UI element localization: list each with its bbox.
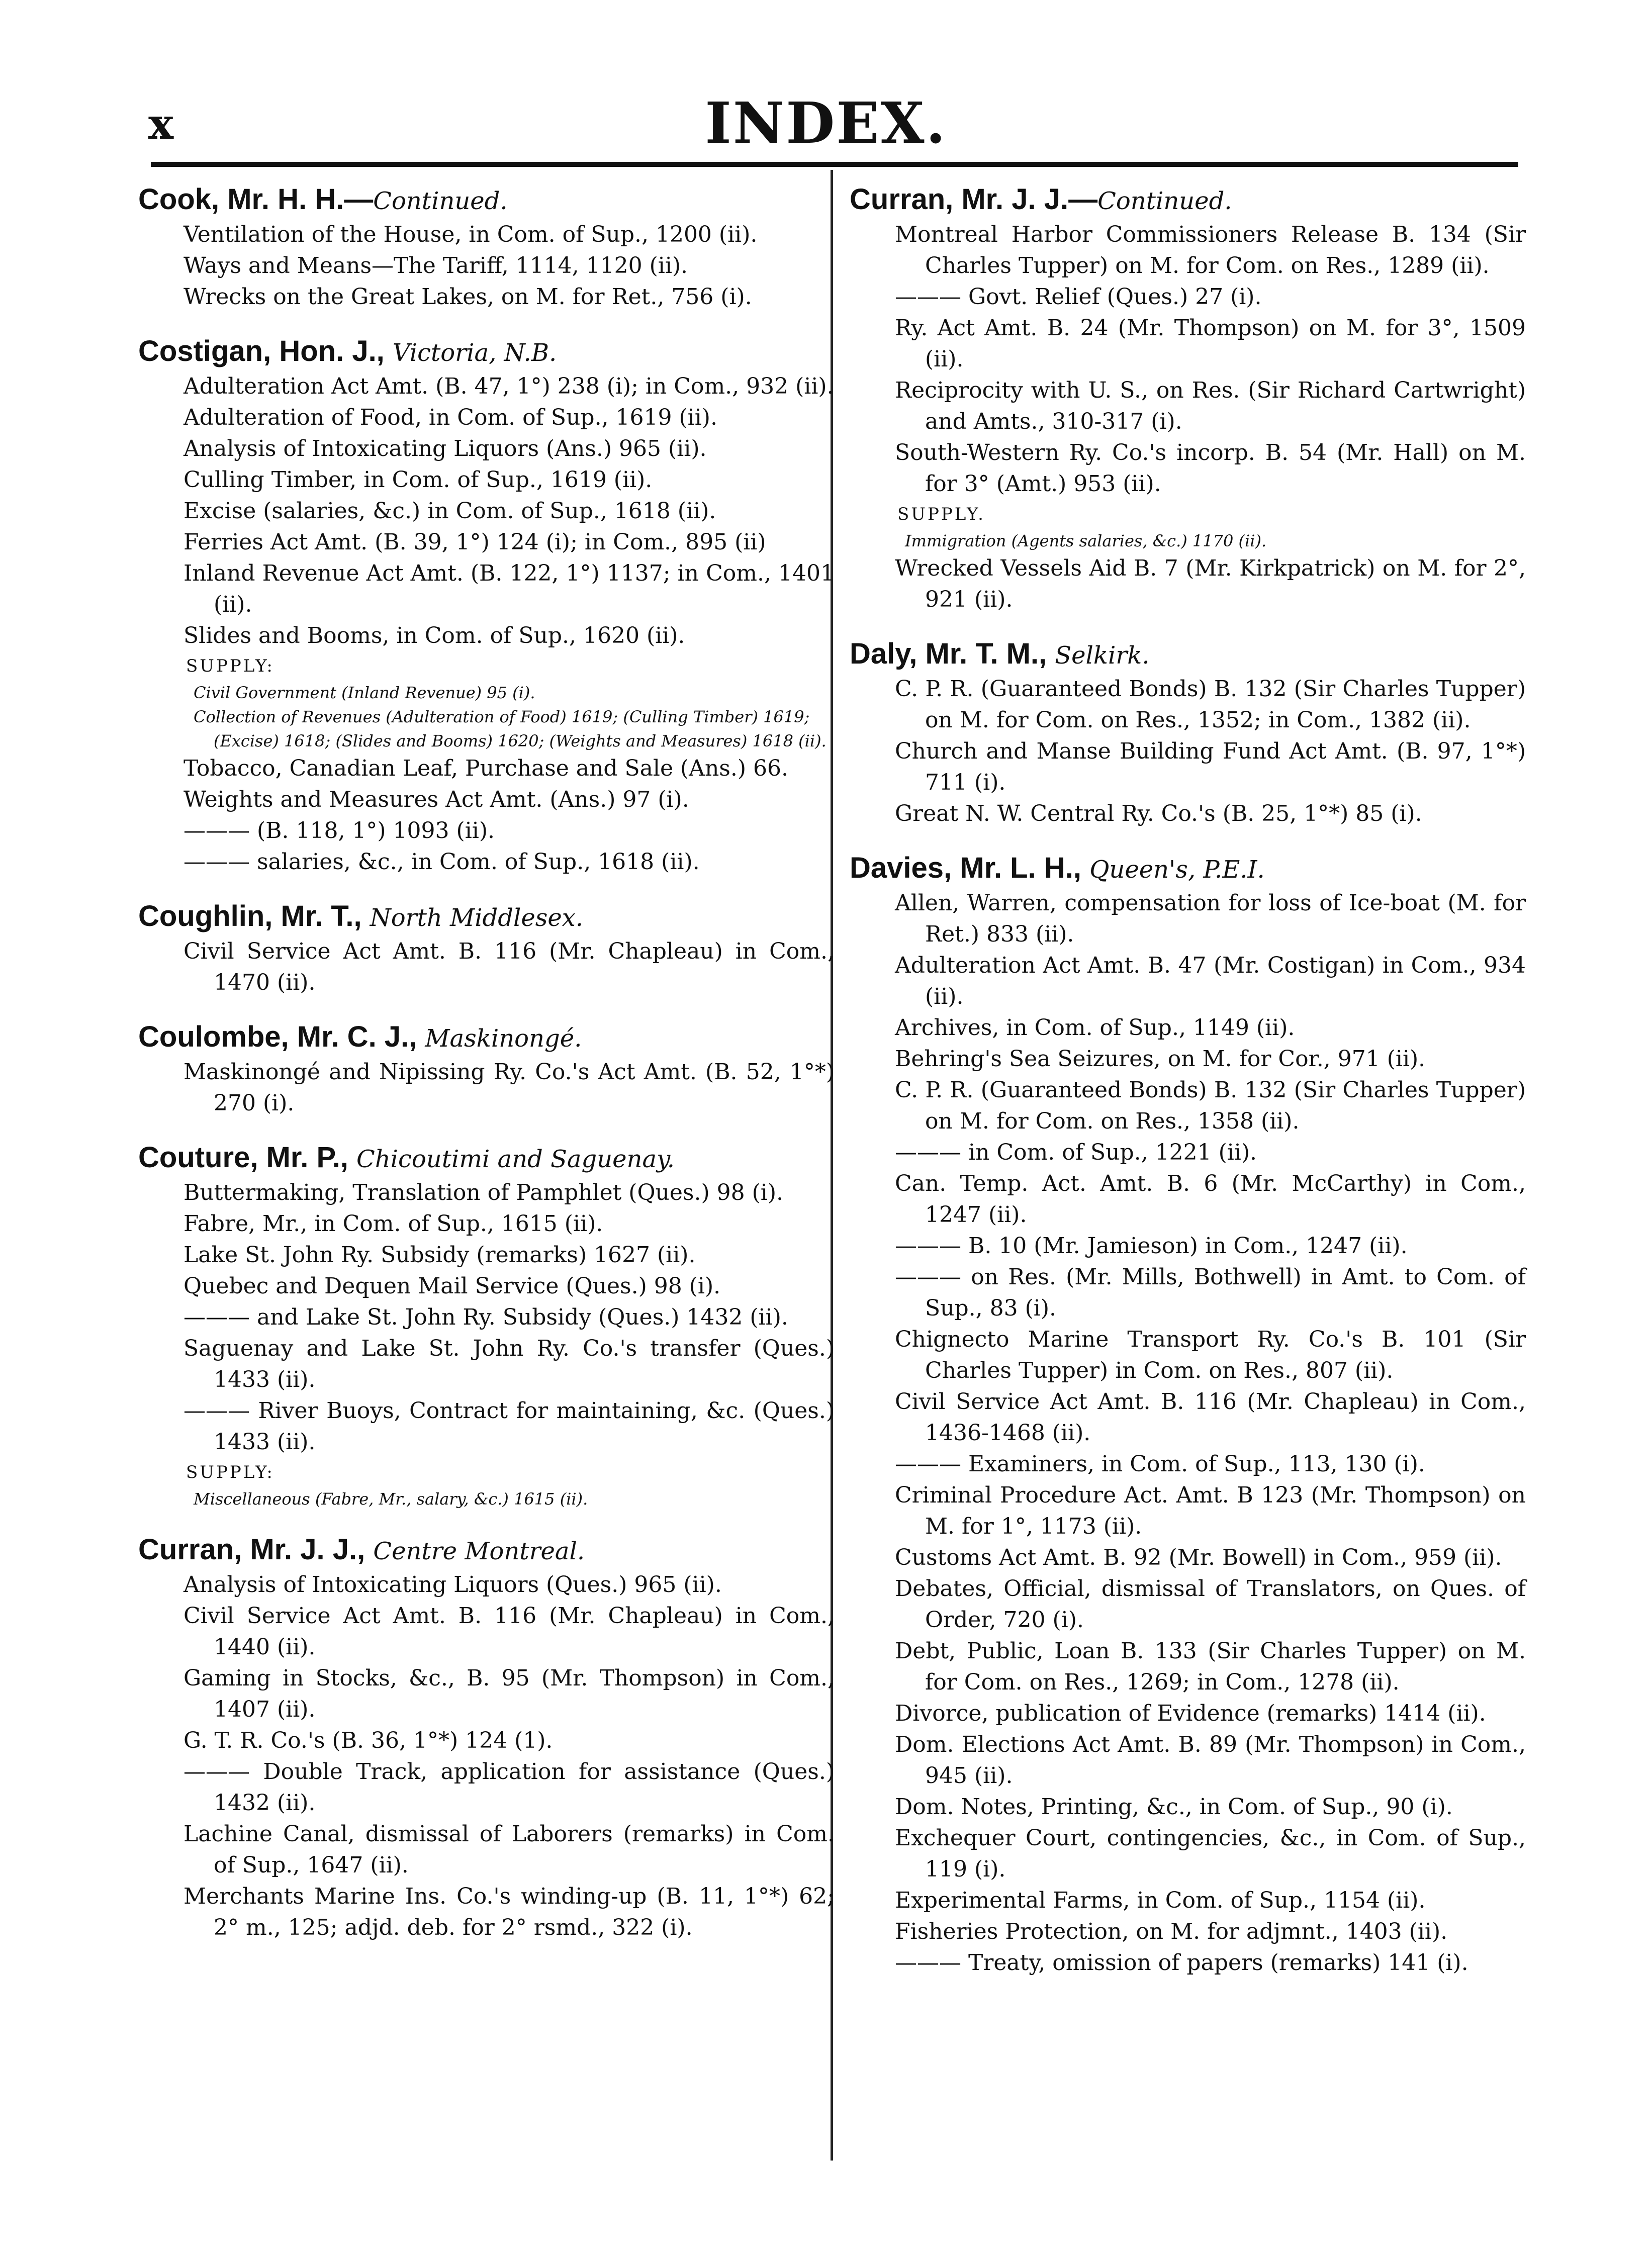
index-subentry: Ferries Act Amt. (B. 39, 1°) 124 (i); in Com., 895 (ii) <box>183 529 766 555</box>
constituency: Queen's, P.E.I. <box>1089 856 1265 884</box>
index-subentry: ——— salaries, &c., in Com. of Sup., 1618 (ii). <box>183 849 700 875</box>
constituency: Centre Montreal. <box>373 1537 585 1565</box>
index-subentry: Adulteration of Food, in Com. of Sup., 1619 (ii). <box>183 405 717 430</box>
header-rule <box>151 162 1518 167</box>
index-subentry: Exchequer Court, contingencies, &c., in Com. of Sup., 119 (i). <box>895 1825 1526 1882</box>
index-subentry: South-Western Ry. Co.'s incorp. B. 54 (Mr. Hall) on M. for 3° (Amt.) 953 (ii). <box>895 440 1526 497</box>
index-subentry: Quebec and Dequen Mail Service (Ques.) 98 (i). <box>183 1273 721 1299</box>
index-subentry: Slides and Booms, in Com. of Sup., 1620 (ii). <box>183 623 685 648</box>
index-subentry: ——— Double Track, application for assistance (Ques.) 1432 (ii). <box>183 1759 835 1816</box>
index-entry <box>138 333 835 878</box>
supply-label: SUPPLY. <box>897 504 985 524</box>
entry-heading <box>138 1018 835 1057</box>
supply-item: Miscellaneous (Fabre, Mr., salary, &c.) 1615 (ii). <box>194 1489 588 1509</box>
member-name: Davies, Mr. L. H., <box>850 852 1090 884</box>
index-subentry: Can. Temp. Act. Amt. B. 6 (Mr. McCarthy) in Com., 1247 (ii). <box>895 1171 1526 1228</box>
constituency: Maskinongé. <box>425 1024 582 1053</box>
member-name: Cook, Mr. H. H.— <box>138 183 374 216</box>
page-header <box>0 0 1652 166</box>
member-name: Couture, Mr. P., <box>138 1141 357 1174</box>
member-name: Coughlin, Mr. T., <box>138 900 370 932</box>
index-subentry: Ventilation of the House, in Com. of Sup., 1200 (ii). <box>183 222 758 247</box>
supply-label: SUPPLY: <box>186 1462 274 1482</box>
entry-heading <box>850 635 1526 674</box>
index-entry <box>138 1139 835 1511</box>
index-entry <box>138 1531 835 1943</box>
index-subentry: Church and Manse Building Fund Act Amt. (B. 97, 1°*) 711 (i). <box>895 738 1526 795</box>
constituency: Victoria, N.B. <box>392 339 557 367</box>
index-entry <box>138 1018 835 1119</box>
index-subentry: Weights and Measures Act Amt. (Ans.) 97 (i). <box>183 787 689 812</box>
index-subentry: Tobacco, Canadian Leaf, Purchase and Sale (Ans.) 66. <box>183 756 788 781</box>
index-subentry: Lake St. John Ry. Subsidy (remarks) 1627 (ii). <box>183 1242 696 1268</box>
index-subentry: Great N. W. Central Ry. Co.'s (B. 25, 1°*) 85 (i). <box>895 801 1422 826</box>
index-subentry: Ways and Means—The Tariff, 1114, 1120 (ii). <box>183 253 688 278</box>
index-subentry: ——— River Buoys, Contract for maintaining, &c. (Ques.) 1433 (ii). <box>183 1398 835 1455</box>
page-title: INDEX. <box>705 90 947 156</box>
entry-heading <box>138 333 835 371</box>
index-subentry: Fisheries Protection, on M. for adjmnt., 1403 (ii). <box>895 1919 1448 1944</box>
index-subentry: Debt, Public, Loan B. 133 (Sir Charles Tupper) on M. for Com. on Res., 1269; in Com., 1278 (ii). <box>895 1638 1526 1695</box>
continued-note: Continued. <box>1097 187 1232 215</box>
index-subentry: Analysis of Intoxicating Liquors (Ques.) 965 (ii). <box>183 1572 722 1598</box>
index-entry <box>138 181 835 313</box>
index-subentry: ——— in Com. of Sup., 1221 (ii). <box>895 1140 1257 1165</box>
index-entry <box>850 181 1526 615</box>
index-subentry: Dom. Elections Act Amt. B. 89 (Mr. Thompson) in Com., 945 (ii). <box>895 1732 1526 1789</box>
index-subentry: Civil Service Act Amt. B. 116 (Mr. Chapleau) in Com., 1436-1468 (ii). <box>895 1389 1526 1446</box>
index-subentry: Maskinongé and Nipissing Ry. Co.'s Act Amt. (B. 52, 1°*) 270 (i). <box>183 1059 835 1116</box>
index-subentry: ——— Govt. Relief (Ques.) 27 (i). <box>895 284 1262 310</box>
index-subentry: ——— and Lake St. John Ry. Subsidy (Ques.) 1432 (ii). <box>183 1304 788 1330</box>
index-entry <box>138 898 835 998</box>
index-subentry: Adulteration Act Amt. B. 47 (Mr. Costigan) in Com., 934 (ii). <box>895 953 1526 1009</box>
constituency: Chicoutimi and Saguenay. <box>356 1145 675 1173</box>
index-subentry: Ry. Act Amt. B. 24 (Mr. Thompson) on M. for 3°, 1509 (ii). <box>895 315 1526 372</box>
member-name: Coulombe, Mr. C. J., <box>138 1020 425 1053</box>
index-subentry: Excise (salaries, &c.) in Com. of Sup., 1618 (ii). <box>183 498 716 524</box>
index-column-left <box>138 181 835 1963</box>
constituency: Selkirk. <box>1055 641 1150 670</box>
entry-heading <box>138 1531 835 1569</box>
index-subentry: Lachine Canal, dismissal of Laborers (remarks) in Com. of Sup., 1647 (ii). <box>183 1821 835 1878</box>
index-subentry: ——— (B. 118, 1°) 1093 (ii). <box>183 818 495 843</box>
index-subentry: Customs Act Amt. B. 92 (Mr. Bowell) in Com., 959 (ii). <box>895 1545 1502 1570</box>
index-subentry: Gaming in Stocks, &c., B. 95 (Mr. Thompson) in Com., 1407 (ii). <box>183 1665 835 1722</box>
index-subentry: Wrecks on the Great Lakes, on M. for Ret., 756 (i). <box>183 284 752 310</box>
supply-item: Immigration (Agents salaries, &c.) 1170 (ii). <box>905 531 1267 550</box>
entry-heading <box>850 181 1526 219</box>
continued-note: Continued. <box>373 187 508 215</box>
index-subentry: Saguenay and Lake St. John Ry. Co.'s transfer (Ques.) 1433 (ii). <box>183 1336 835 1392</box>
index-subentry: ——— Treaty, omission of papers (remarks) 141 (i). <box>895 1950 1469 1976</box>
index-subentry: Criminal Procedure Act. Amt. B 123 (Mr. Thompson) on M. for 1°, 1173 (ii). <box>895 1482 1526 1539</box>
index-subentry: Divorce, publication of Evidence (remarks) 1414 (ii). <box>895 1701 1486 1726</box>
index-subentry: G. T. R. Co.'s (B. 36, 1°*) 124 (1). <box>183 1728 553 1753</box>
page-number: x <box>148 99 174 149</box>
index-subentry: Fabre, Mr., in Com. of Sup., 1615 (ii). <box>183 1211 603 1237</box>
index-subentry: Experimental Farms, in Com. of Sup., 1154 (ii). <box>895 1888 1426 1913</box>
index-subentry: ——— on Res. (Mr. Mills, Bothwell) in Amt. to Com. of Sup., 83 (i). <box>895 1264 1526 1321</box>
index-subentry: Reciprocity with U. S., on Res. (Sir Richard Cartwright) and Amts., 310-317 (i). <box>895 378 1526 434</box>
member-name: Costigan, Hon. J., <box>138 335 393 367</box>
index-subentry: Buttermaking, Translation of Pamphlet (Ques.) 98 (i). <box>183 1180 784 1205</box>
index-subentry: Inland Revenue Act Amt. (B. 122, 1°) 1137; in Com., 1401 (ii). <box>183 560 835 617</box>
index-subentry: Dom. Notes, Printing, &c., in Com. of Sup., 90 (i). <box>895 1794 1453 1820</box>
index-entry <box>850 635 1526 829</box>
index-subentry: Merchants Marine Ins. Co.'s winding-up (B. 11, 1°*) 62; 2° m., 125; adjd. deb. for 2° rsmd., 322 (i). <box>183 1884 835 1940</box>
supply-item: Civil Government (Inland Revenue) 95 (i). <box>194 683 535 702</box>
index-subentry: Archives, in Com. of Sup., 1149 (ii). <box>895 1015 1295 1041</box>
index-subentry: Montreal Harbor Commissioners Release B. 134 (Sir Charles Tupper) on M. for Com. on Res., 1289 (ii). <box>895 222 1526 278</box>
index-subentry: ——— B. 10 (Mr. Jamieson) in Com., 1247 (ii). <box>895 1233 1408 1259</box>
index-subentry: Civil Service Act Amt. B. 116 (Mr. Chapleau) in Com., 1470 (ii). <box>183 939 835 995</box>
index-subentry: Civil Service Act Amt. B. 116 (Mr. Chapleau) in Com., 1440 (ii). <box>183 1603 835 1660</box>
supply-label: SUPPLY: <box>186 656 274 676</box>
entry-heading <box>138 181 835 219</box>
member-name: Curran, Mr. J. J., <box>138 1533 374 1566</box>
index-subentry: ——— Examiners, in Com. of Sup., 113, 130 (i). <box>895 1451 1425 1477</box>
index-subentry: Debates, Official, dismissal of Translators, on Ques. of Order, 720 (i). <box>895 1576 1526 1633</box>
index-subentry: Wrecked Vessels Aid B. 7 (Mr. Kirkpatrick) on M. for 2°, 921 (ii). <box>895 555 1526 612</box>
index-subentry: Adulteration Act Amt. (B. 47, 1°) 238 (i); in Com., 932 (ii). <box>183 373 834 399</box>
index-subentry: Behring's Sea Seizures, on M. for Cor., 971 (ii). <box>895 1046 1426 1072</box>
constituency: North Middlesex. <box>370 904 584 932</box>
index-subentry: Culling Timber, in Com. of Sup., 1619 (ii). <box>183 467 653 493</box>
index-entry <box>850 850 1526 1979</box>
supply-item: Collection of Revenues (Adulteration of Food) 1619; (Culling Timber) 1619; (Excise) 1618; (Slides and Booms) 1620; (Weights and Measures) 1618 (ii). <box>194 707 827 751</box>
index-subentry: Analysis of Intoxicating Liquors (Ans.) 965 (ii). <box>183 436 707 461</box>
index-subentry: Chignecto Marine Transport Ry. Co.'s B. 101 (Sir Charles Tupper) in Com. on Res., 807 (ii). <box>895 1327 1526 1383</box>
entry-heading <box>850 850 1526 888</box>
index-subentry: C. P. R. (Guaranteed Bonds) B. 132 (Sir Charles Tupper) on M. for Com. on Res., 1352; in Com., 1382 (ii). <box>895 676 1526 733</box>
entry-heading <box>138 1139 835 1177</box>
index-column-right <box>850 181 1526 1999</box>
entry-heading <box>138 898 835 936</box>
member-name: Daly, Mr. T. M., <box>850 637 1055 670</box>
index-subentry: C. P. R. (Guaranteed Bonds) B. 132 (Sir Charles Tupper) on M. for Com. on Res., 1358 (ii). <box>895 1077 1526 1134</box>
index-subentry: Allen, Warren, compensation for loss of Ice-boat (M. for Ret.) 833 (ii). <box>895 890 1526 947</box>
member-name: Curran, Mr. J. J.— <box>850 183 1098 216</box>
